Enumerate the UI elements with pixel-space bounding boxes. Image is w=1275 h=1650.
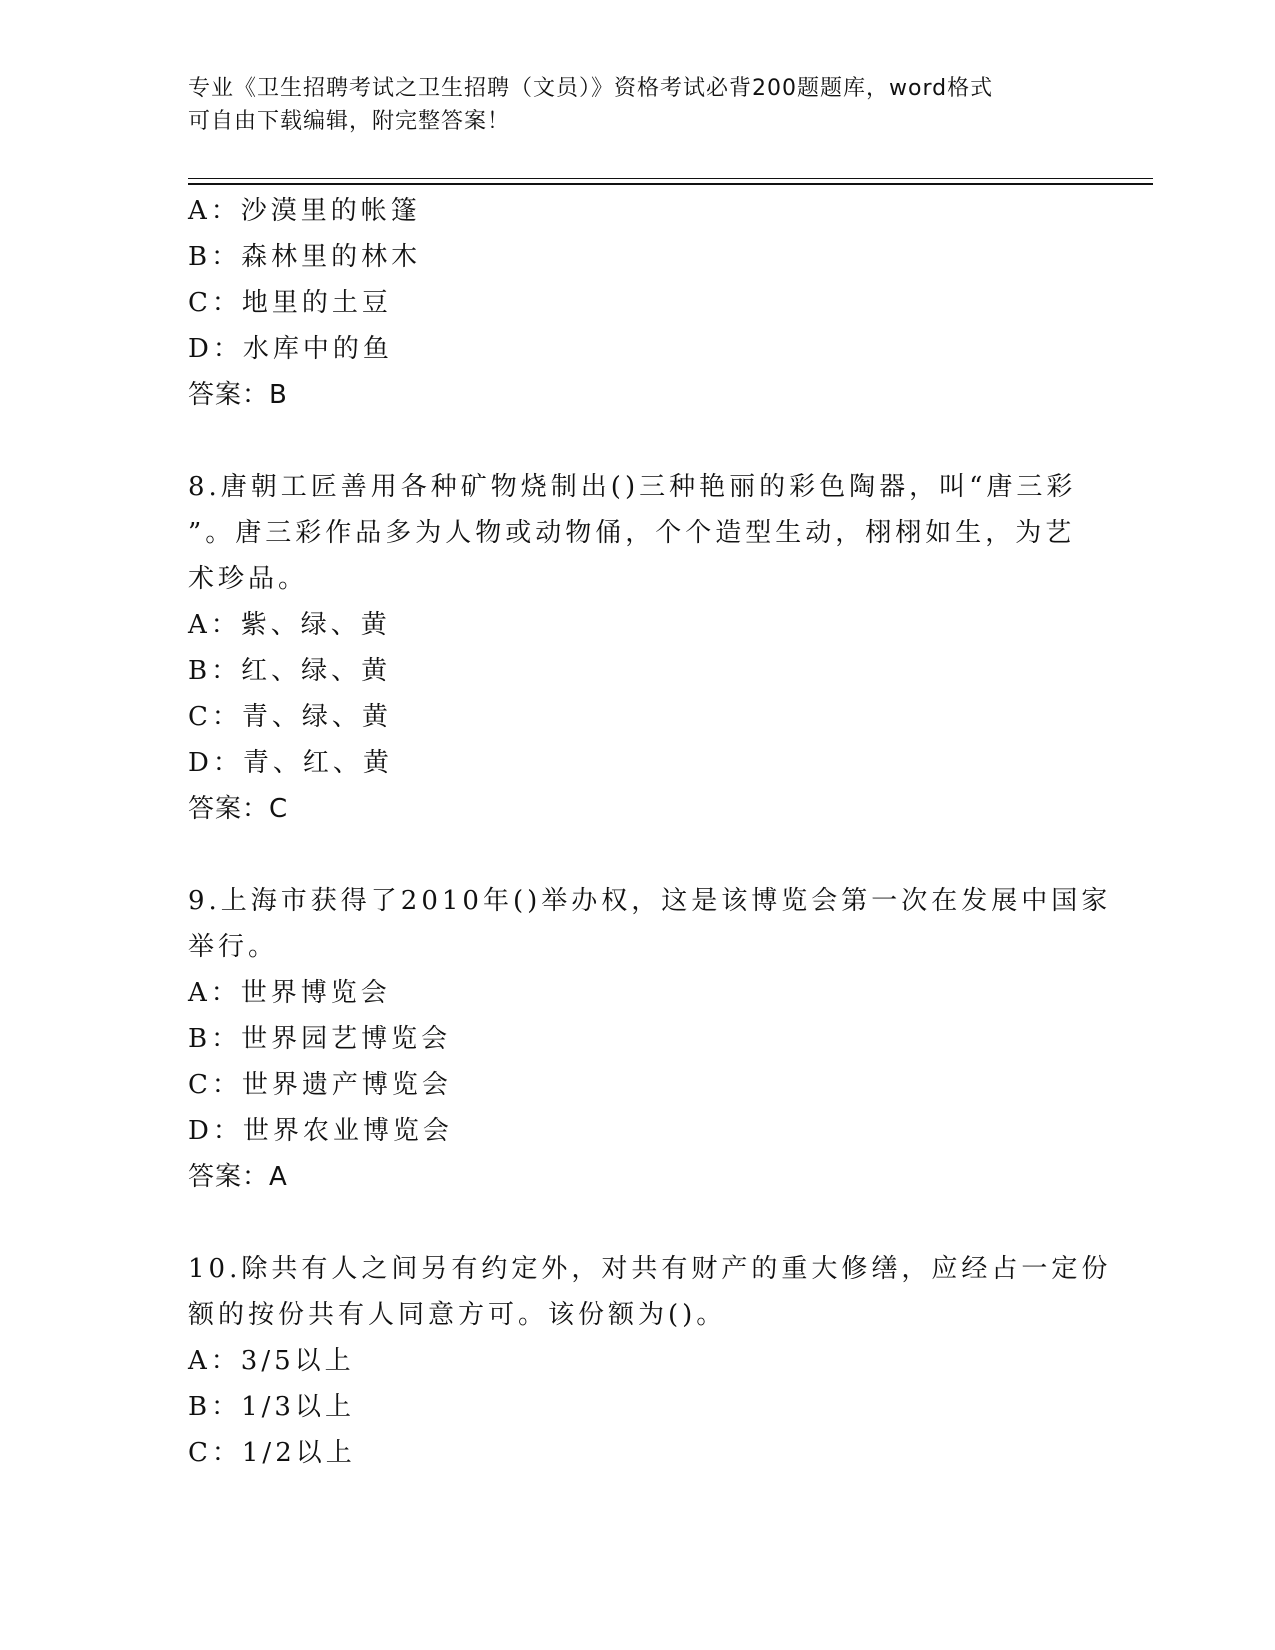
question-10	[188, 1246, 1112, 1476]
header-line-1: 专业《卫生招聘考试之卫生招聘（文员）》资格考试必背200题题库，word格式	[188, 76, 994, 101]
option-c: C：青、绿、黄	[188, 702, 392, 732]
stem-line: 额的按份共有人同意方可。该份额为()。	[188, 1300, 727, 1330]
stem-line: 9.上海市获得了2010年()举办权，这是该博览会第一次在发展中国家	[188, 886, 1112, 916]
stem-line: 举行。	[188, 932, 279, 962]
answer: 答案：C	[188, 794, 289, 824]
answer: 答案：B	[188, 380, 288, 410]
question-7	[188, 188, 1088, 418]
document-header	[188, 72, 1088, 138]
stem-line: 8.唐朝工匠善用各种矿物烧制出()三种艳丽的彩色陶器，叫“唐三彩	[188, 472, 1077, 502]
option-b: B：1/3以上	[188, 1392, 355, 1422]
option-d: D：世界农业博览会	[188, 1116, 453, 1146]
option-a: A：沙漠里的帐篷	[188, 196, 421, 226]
option-a: A：世界博览会	[188, 978, 391, 1008]
header-line-2: 可自由下载编辑，附完整答案！	[188, 109, 511, 134]
stem-line: 术珍品。	[188, 564, 309, 594]
option-b: B：森林里的林木	[188, 242, 422, 272]
option-c: C：世界遗产博览会	[188, 1070, 452, 1100]
option-b: B：红、绿、黄	[188, 656, 392, 686]
option-d: D：水库中的鱼	[188, 334, 393, 364]
option-b: B：世界园艺博览会	[188, 1024, 452, 1054]
option-c: C：地里的土豆	[188, 288, 392, 318]
question-8	[188, 464, 1088, 832]
answer: 答案：A	[188, 1162, 288, 1192]
stem-line: ”。唐三彩作品多为人物或动物俑，个个造型生动，栩栩如生，为艺	[188, 518, 1076, 548]
header-rule-thin	[188, 178, 1153, 179]
stem-line: 10.除共有人之间另有约定外，对共有财产的重大修缮，应经占一定份	[188, 1254, 1112, 1284]
question-stem	[188, 1246, 1112, 1338]
option-d: D：青、红、黄	[188, 748, 393, 778]
header-rule-thick	[188, 183, 1153, 185]
question-list	[188, 188, 1112, 1476]
question-stem	[188, 464, 1078, 602]
question-stem	[188, 878, 1112, 970]
option-c: C：1/2以上	[188, 1438, 356, 1468]
question-9	[188, 878, 1112, 1200]
option-a: A：紫、绿、黄	[188, 610, 391, 640]
option-a: A：3/5以上	[188, 1346, 355, 1376]
